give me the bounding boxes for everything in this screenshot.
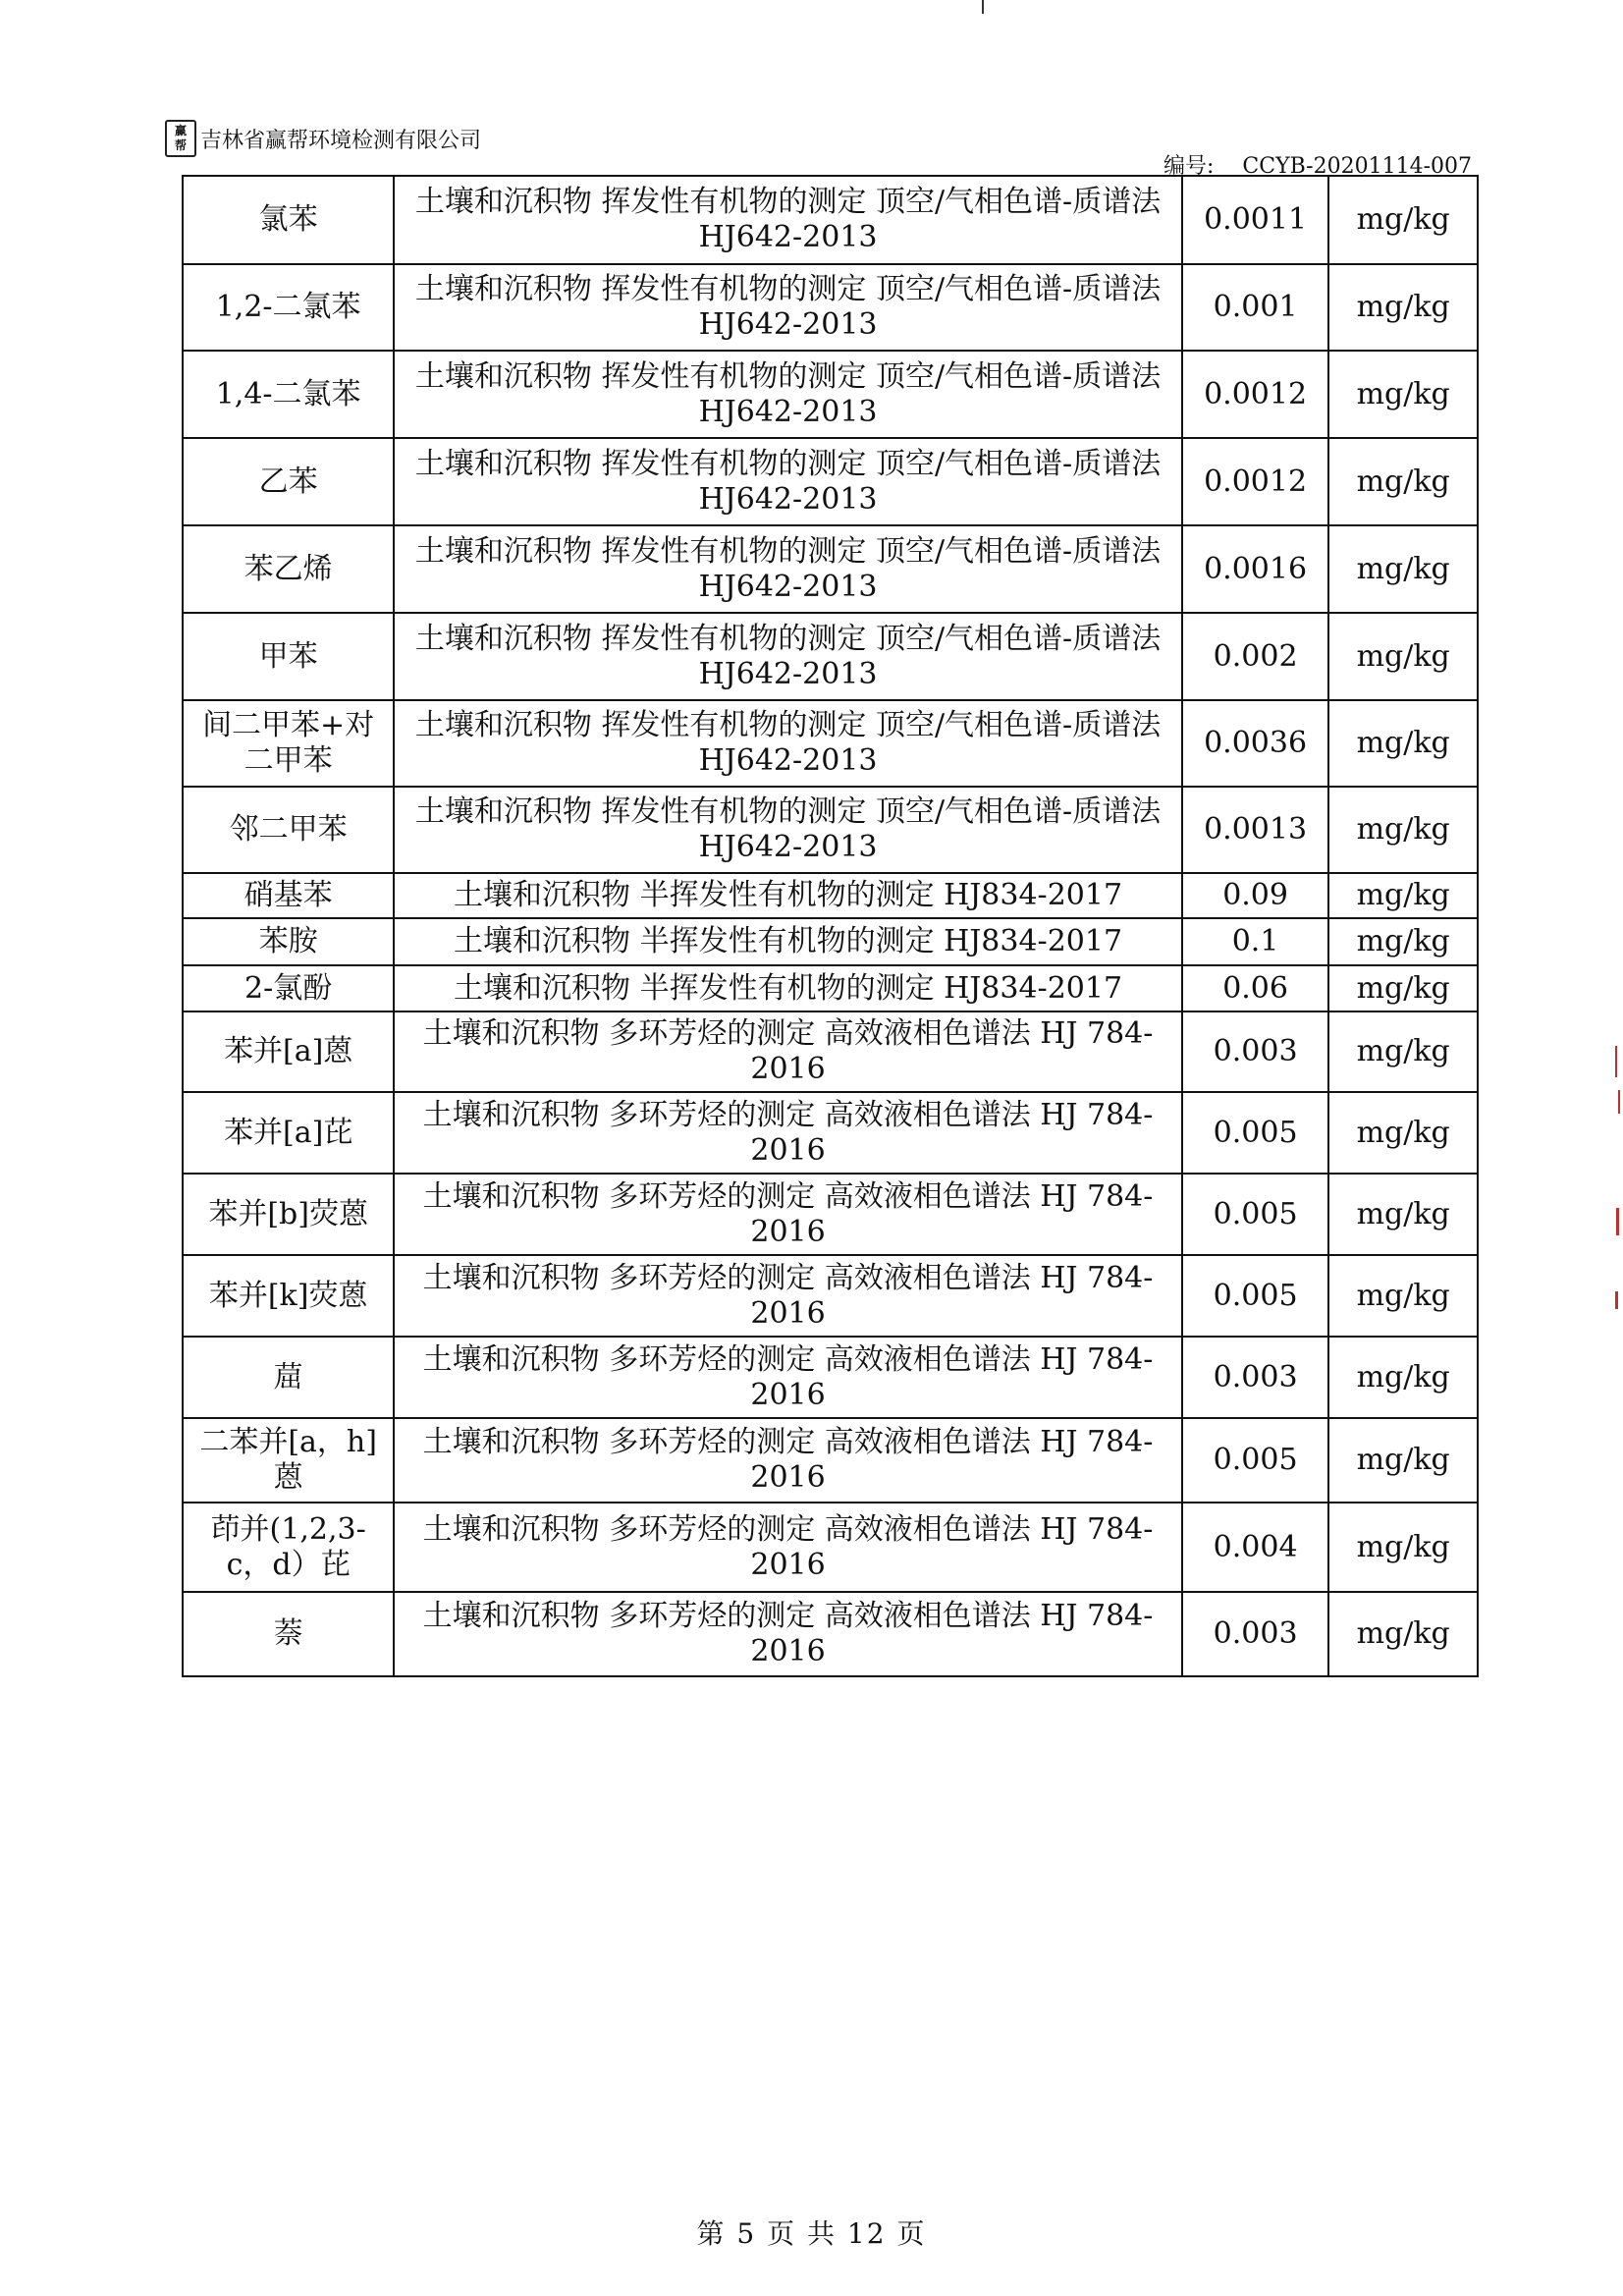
- unit-cell: mg/kg: [1328, 1174, 1478, 1255]
- detection-limit-cell: 0.001: [1182, 264, 1329, 351]
- detection-limit-cell: 0.0011: [1182, 176, 1329, 264]
- report-number-label: 编号:: [1163, 154, 1215, 179]
- analyte-name-cell: 苯并[a]蒽: [183, 1011, 394, 1092]
- test-method-cell: 土壤和沉积物 多环芳烃的测定 高效液相色谱法 HJ 784-2016: [394, 1011, 1182, 1092]
- table-row: [183, 1503, 1478, 1592]
- table-row: [183, 965, 1478, 1011]
- unit-cell: mg/kg: [1328, 873, 1478, 918]
- unit-cell: mg/kg: [1328, 1503, 1478, 1592]
- analyte-name-cell: 萘: [183, 1592, 394, 1676]
- red-margin-mark: [1615, 1291, 1618, 1309]
- analyte-name-cell: 邻二甲苯: [183, 787, 394, 873]
- detection-limit-cell: 0.0036: [1182, 700, 1329, 787]
- detection-limit-cell: 0.005: [1182, 1418, 1329, 1503]
- test-method-cell: 土壤和沉积物 挥发性有机物的测定 顶空/气相色谱-质谱法 HJ642-2013: [394, 264, 1182, 351]
- test-method-cell: 土壤和沉积物 半挥发性有机物的测定 HJ834-2017: [394, 918, 1182, 965]
- unit-cell: mg/kg: [1328, 1337, 1478, 1418]
- unit-cell: mg/kg: [1328, 1592, 1478, 1676]
- table-row: [183, 918, 1478, 965]
- test-method-cell: 土壤和沉积物 挥发性有机物的测定 顶空/气相色谱-质谱法 HJ642-2013: [394, 525, 1182, 613]
- detection-limit-cell: 0.004: [1182, 1503, 1329, 1592]
- company-header: [165, 120, 481, 157]
- table-row: [183, 525, 1478, 613]
- detection-limit-cell: 0.003: [1182, 1011, 1329, 1092]
- test-method-cell: 土壤和沉积物 半挥发性有机物的测定 HJ834-2017: [394, 873, 1182, 918]
- unit-cell: mg/kg: [1328, 438, 1478, 525]
- unit-cell: mg/kg: [1328, 525, 1478, 613]
- table-row: [183, 1337, 1478, 1418]
- table-row: [183, 613, 1478, 700]
- test-method-cell: 土壤和沉积物 挥发性有机物的测定 顶空/气相色谱-质谱法 HJ642-2013: [394, 438, 1182, 525]
- analyte-name-cell: 苯并[b]荧蒽: [183, 1174, 394, 1255]
- detection-limit-cell: 0.003: [1182, 1337, 1329, 1418]
- analyte-name-cell: 2-氯酚: [183, 965, 394, 1011]
- scan-tick-mark: [982, 0, 984, 14]
- unit-cell: mg/kg: [1328, 700, 1478, 787]
- table-row: [183, 351, 1478, 438]
- test-method-cell: 土壤和沉积物 挥发性有机物的测定 顶空/气相色谱-质谱法 HJ642-2013: [394, 351, 1182, 438]
- test-method-cell: 土壤和沉积物 多环芳烃的测定 高效液相色谱法 HJ 784-2016: [394, 1174, 1182, 1255]
- page-number: 第 5 页 共 12 页: [696, 2217, 927, 2250]
- table-row: [183, 264, 1478, 351]
- analyte-name-cell: 间二甲苯+对二甲苯: [183, 700, 394, 787]
- detection-limit-cell: 0.002: [1182, 613, 1329, 700]
- analyte-name-cell: 苯并[a]芘: [183, 1092, 394, 1174]
- table-row: [183, 873, 1478, 918]
- detection-limit-cell: 0.1: [1182, 918, 1329, 965]
- test-method-cell: 土壤和沉积物 挥发性有机物的测定 顶空/气相色谱-质谱法 HJ642-2013: [394, 613, 1182, 700]
- detection-limit-cell: 0.09: [1182, 873, 1329, 918]
- table-row: [183, 1592, 1478, 1676]
- test-method-cell: 土壤和沉积物 多环芳烃的测定 高效液相色谱法 HJ 784-2016: [394, 1337, 1182, 1418]
- unit-cell: mg/kg: [1328, 787, 1478, 873]
- red-margin-mark: [1616, 1208, 1619, 1235]
- test-method-cell: 土壤和沉积物 挥发性有机物的测定 顶空/气相色谱-质谱法 HJ642-2013: [394, 700, 1182, 787]
- table-row: [183, 1011, 1478, 1092]
- test-method-cell: 土壤和沉积物 多环芳烃的测定 高效液相色谱法 HJ 784-2016: [394, 1092, 1182, 1174]
- table-row: [183, 1418, 1478, 1503]
- analyte-name-cell: 氯苯: [183, 176, 394, 264]
- unit-cell: mg/kg: [1328, 351, 1478, 438]
- detection-limit-table: [182, 175, 1479, 1677]
- analyte-name-cell: 乙苯: [183, 438, 394, 525]
- table-row: [183, 438, 1478, 525]
- analyte-name-cell: 硝基苯: [183, 873, 394, 918]
- analyte-name-cell: 二苯并[a，h]蒽: [183, 1418, 394, 1503]
- test-method-cell: 土壤和沉积物 多环芳烃的测定 高效液相色谱法 HJ 784-2016: [394, 1255, 1182, 1337]
- detection-limit-cell: 0.0016: [1182, 525, 1329, 613]
- unit-cell: mg/kg: [1328, 1255, 1478, 1337]
- analyte-name-cell: 1,4-二氯苯: [183, 351, 394, 438]
- test-method-cell: 土壤和沉积物 多环芳烃的测定 高效液相色谱法 HJ 784-2016: [394, 1592, 1182, 1676]
- unit-cell: mg/kg: [1328, 1092, 1478, 1174]
- test-method-cell: 土壤和沉积物 多环芳烃的测定 高效液相色谱法 HJ 784-2016: [394, 1503, 1182, 1592]
- detection-limit-cell: 0.005: [1182, 1174, 1329, 1255]
- company-logo-icon: 赢 帮: [165, 120, 196, 157]
- test-method-cell: 土壤和沉积物 多环芳烃的测定 高效液相色谱法 HJ 784-2016: [394, 1418, 1182, 1503]
- table-row: [183, 1255, 1478, 1337]
- detection-limit-cell: 0.003: [1182, 1592, 1329, 1676]
- table-row: [183, 700, 1478, 787]
- report-number-value: CCYB-20201114-007: [1242, 154, 1473, 179]
- analyte-name-cell: 苯胺: [183, 918, 394, 965]
- unit-cell: mg/kg: [1328, 965, 1478, 1011]
- detection-limit-cell: 0.06: [1182, 965, 1329, 1011]
- analyte-name-cell: 1,2-二氯苯: [183, 264, 394, 351]
- analyte-name-cell: 苯乙烯: [183, 525, 394, 613]
- unit-cell: mg/kg: [1328, 613, 1478, 700]
- red-margin-mark: [1618, 1090, 1620, 1114]
- unit-cell: mg/kg: [1328, 918, 1478, 965]
- test-method-cell: 土壤和沉积物 挥发性有机物的测定 顶空/气相色谱-质谱法 HJ642-2013: [394, 787, 1182, 873]
- unit-cell: mg/kg: [1328, 1011, 1478, 1092]
- analyte-name-cell: 䓛: [183, 1337, 394, 1418]
- table-row: [183, 787, 1478, 873]
- analyte-name-cell: 甲苯: [183, 613, 394, 700]
- unit-cell: mg/kg: [1328, 1418, 1478, 1503]
- analyte-name-cell: 茚并(1,2,3-c，d）芘: [183, 1503, 394, 1592]
- test-method-cell: 土壤和沉积物 半挥发性有机物的测定 HJ834-2017: [394, 965, 1182, 1011]
- test-method-cell: 土壤和沉积物 挥发性有机物的测定 顶空/气相色谱-质谱法 HJ642-2013: [394, 176, 1182, 264]
- company-name: 吉林省赢帮环境检测有限公司: [200, 128, 482, 153]
- detection-limit-cell: 0.0012: [1182, 438, 1329, 525]
- detection-limit-cell: 0.0012: [1182, 351, 1329, 438]
- analyte-name-cell: 苯并[k]荧蒽: [183, 1255, 394, 1337]
- detection-limit-cell: 0.005: [1182, 1255, 1329, 1337]
- table-row: [183, 1174, 1478, 1255]
- detection-limit-cell: 0.005: [1182, 1092, 1329, 1174]
- table-row: [183, 176, 1478, 264]
- table-row: [183, 1092, 1478, 1174]
- unit-cell: mg/kg: [1328, 176, 1478, 264]
- unit-cell: mg/kg: [1328, 264, 1478, 351]
- red-margin-mark: [1615, 1046, 1617, 1077]
- detection-limit-cell: 0.0013: [1182, 787, 1329, 873]
